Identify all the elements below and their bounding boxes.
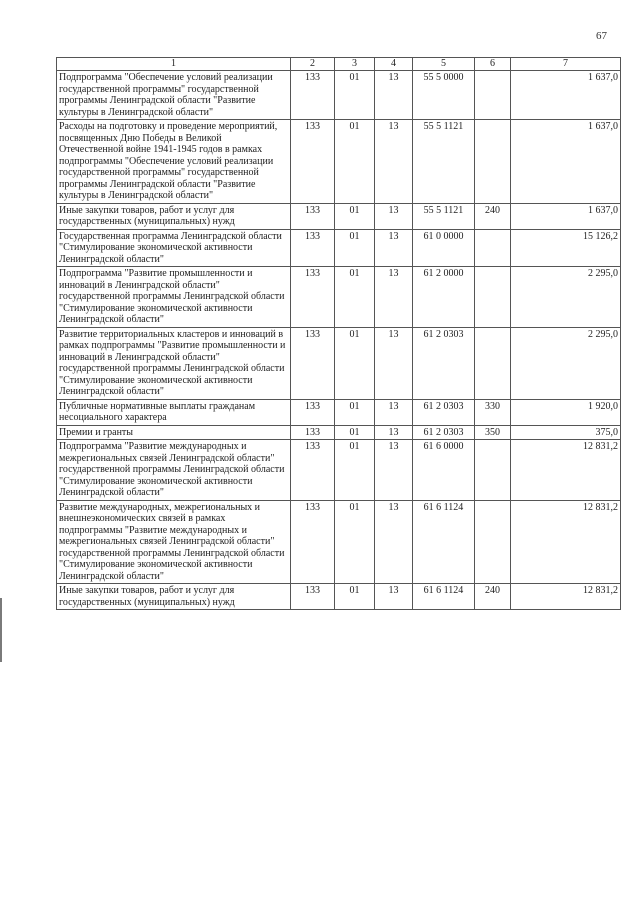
subsection-code-cell: 13 [375, 440, 413, 501]
target-article-cell: 55 5 0000 [413, 71, 475, 120]
section-code-cell: 01 [335, 399, 375, 425]
ministry-code-cell: 133 [291, 229, 335, 267]
column-header: 7 [511, 58, 621, 71]
section-code-cell: 01 [335, 584, 375, 610]
page-number: 67 [596, 30, 607, 42]
section-code-cell: 01 [335, 500, 375, 584]
ministry-code-cell: 133 [291, 440, 335, 501]
target-article-cell: 55 5 1121 [413, 120, 475, 204]
target-article-cell: 61 2 0303 [413, 327, 475, 399]
section-code-cell: 01 [335, 229, 375, 267]
subsection-code-cell: 13 [375, 425, 413, 440]
target-article-cell: 61 2 0303 [413, 425, 475, 440]
item-name-cell: Публичные нормативные выплаты гражданам несоциального характера [57, 399, 291, 425]
expense-type-cell [475, 440, 511, 501]
section-code-cell: 01 [335, 440, 375, 501]
target-article-cell: 61 6 0000 [413, 440, 475, 501]
table-row [57, 584, 621, 610]
target-article-cell: 61 6 1124 [413, 500, 475, 584]
expense-type-cell: 330 [475, 399, 511, 425]
column-header: 5 [413, 58, 475, 71]
expense-type-cell: 350 [475, 425, 511, 440]
subsection-code-cell: 13 [375, 584, 413, 610]
amount-cell: 1 637,0 [511, 120, 621, 204]
subsection-code-cell: 13 [375, 267, 413, 328]
subsection-code-cell: 13 [375, 327, 413, 399]
amount-cell: 2 295,0 [511, 267, 621, 328]
ministry-code-cell: 133 [291, 399, 335, 425]
ministry-code-cell: 133 [291, 425, 335, 440]
ministry-code-cell: 133 [291, 203, 335, 229]
section-code-cell: 01 [335, 267, 375, 328]
section-code-cell: 01 [335, 327, 375, 399]
table-row [57, 120, 621, 204]
subsection-code-cell: 13 [375, 203, 413, 229]
item-name-cell: Государственная программа Ленинградской области "Стимулирование экономической активности Ленинградской области" [57, 229, 291, 267]
table-row [57, 500, 621, 584]
section-code-cell: 01 [335, 425, 375, 440]
amount-cell: 375,0 [511, 425, 621, 440]
column-header: 4 [375, 58, 413, 71]
amount-cell: 2 295,0 [511, 327, 621, 399]
ministry-code-cell: 133 [291, 500, 335, 584]
target-article-cell: 61 0 0000 [413, 229, 475, 267]
table-row [57, 267, 621, 328]
expense-type-cell [475, 327, 511, 399]
amount-cell: 12 831,2 [511, 584, 621, 610]
column-header: 2 [291, 58, 335, 71]
section-code-cell: 01 [335, 120, 375, 204]
item-name-cell: Премии и гранты [57, 425, 291, 440]
expense-type-cell [475, 71, 511, 120]
item-name-cell: Иные закупки товаров, работ и услуг для государственных (муниципальных) нужд [57, 203, 291, 229]
table-row [57, 425, 621, 440]
ministry-code-cell: 133 [291, 120, 335, 204]
expense-type-cell [475, 267, 511, 328]
table-row [57, 327, 621, 399]
subsection-code-cell: 13 [375, 229, 413, 267]
column-header: 3 [335, 58, 375, 71]
subsection-code-cell: 13 [375, 120, 413, 204]
item-name-cell: Подпрограмма "Развитие промышленности и инноваций в Ленинградской области" государственной программы Ленинградской области "Стимулирование экономической активности Ленинградской области" [57, 267, 291, 328]
table-row [57, 440, 621, 501]
amount-cell: 12 831,2 [511, 500, 621, 584]
budget-table [56, 57, 621, 610]
subsection-code-cell: 13 [375, 71, 413, 120]
expense-type-cell: 240 [475, 203, 511, 229]
section-code-cell: 01 [335, 203, 375, 229]
item-name-cell: Подпрограмма "Развитие международных и межрегиональных связей Ленинградской области" государственной программы Ленинградской области "Стимулирование экономической активности Ленинградской области" [57, 440, 291, 501]
column-header: 6 [475, 58, 511, 71]
item-name-cell: Подпрограмма "Обеспечение условий реализации государственной программы" государственной программы Ленинградской области "Развитие культуры в Ленинградской области" [57, 71, 291, 120]
target-article-cell: 61 2 0303 [413, 399, 475, 425]
amount-cell: 15 126,2 [511, 229, 621, 267]
target-article-cell: 61 6 1124 [413, 584, 475, 610]
target-article-cell: 61 2 0000 [413, 267, 475, 328]
amount-cell: 1 920,0 [511, 399, 621, 425]
ministry-code-cell: 133 [291, 327, 335, 399]
table-row [57, 399, 621, 425]
table-header-row [57, 58, 621, 71]
expense-type-cell [475, 500, 511, 584]
item-name-cell: Развитие международных, межрегиональных и внешнеэкономических связей в рамках подпрограммы "Развитие международных и межрегиональных связей Ленинградской области" государственной программы Ленинградской области "Стимулирование экономической активности Ленинградской области" [57, 500, 291, 584]
ministry-code-cell: 133 [291, 584, 335, 610]
target-article-cell: 55 5 1121 [413, 203, 475, 229]
item-name-cell: Развитие территориальных кластеров и инноваций в рамках подпрограммы "Развитие промышленности и инноваций в Ленинградской области" государственной программы Ленинградской области "Стимулирование экономической активности Ленинградской области" [57, 327, 291, 399]
ministry-code-cell: 133 [291, 267, 335, 328]
section-code-cell: 01 [335, 71, 375, 120]
scan-edge-mark [0, 598, 2, 662]
amount-cell: 1 637,0 [511, 203, 621, 229]
column-header: 1 [57, 58, 291, 71]
table-row [57, 229, 621, 267]
expense-type-cell [475, 229, 511, 267]
amount-cell: 12 831,2 [511, 440, 621, 501]
subsection-code-cell: 13 [375, 399, 413, 425]
amount-cell: 1 637,0 [511, 71, 621, 120]
item-name-cell: Расходы на подготовку и проведение мероприятий, посвященных Дню Победы в Великой Отечественной войне 1941-1945 годов в рамках подпрограммы "Обеспечение условий реализации государственной программы" государственной программы Ленинградской области "Развитие культуры в Ленинградской области" [57, 120, 291, 204]
subsection-code-cell: 13 [375, 500, 413, 584]
table-row [57, 71, 621, 120]
table-row [57, 203, 621, 229]
ministry-code-cell: 133 [291, 71, 335, 120]
expense-type-cell [475, 120, 511, 204]
item-name-cell: Иные закупки товаров, работ и услуг для государственных (муниципальных) нужд [57, 584, 291, 610]
expense-type-cell: 240 [475, 584, 511, 610]
